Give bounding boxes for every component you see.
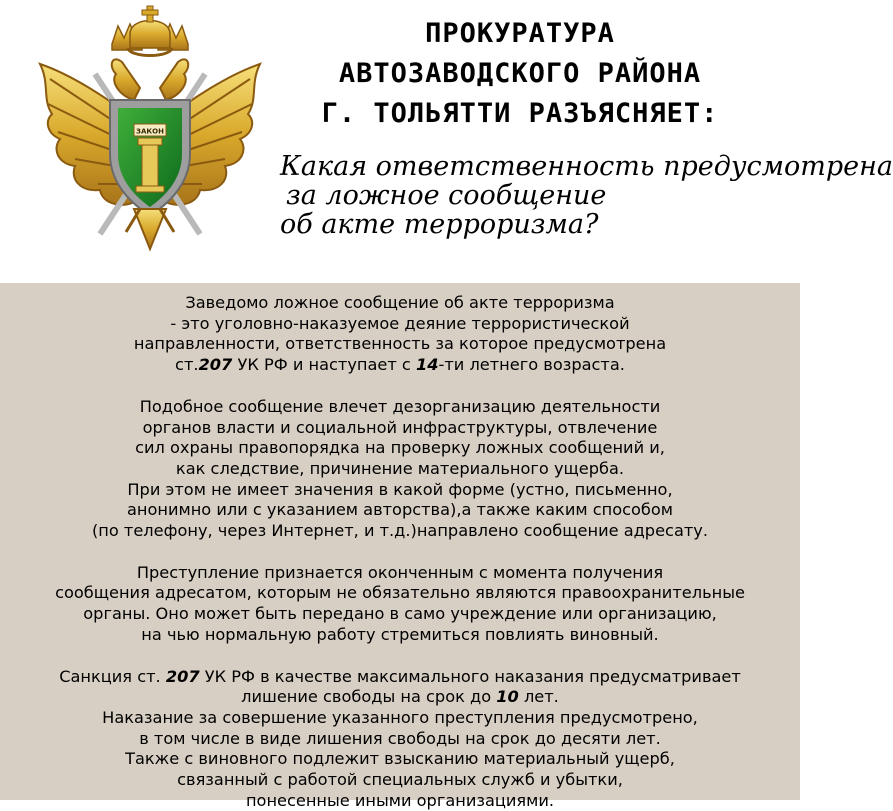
- title-line: АВТОЗАВОДСКОГО РАЙОНА: [338, 58, 702, 89]
- text-line: [10, 500, 790, 521]
- text-segment: -ти летнего возраста.: [438, 355, 625, 375]
- body-text: [10, 293, 790, 811]
- text-segment: (по телефону, через Интернет, и т.д.)направлено сообщение адресату.: [91, 521, 709, 541]
- text-segment: в том числе в виде лишения свободы на срок до десяти лет.: [139, 728, 661, 748]
- text-segment: анонимно или с указанием авторства),а также каким способом: [127, 500, 673, 520]
- text-line: [10, 667, 790, 688]
- subtitle: [280, 151, 893, 240]
- text-segment: органы. Оно может быть передано в само учреждение или организацию,: [83, 604, 717, 624]
- text-line: [10, 293, 790, 314]
- text-segment: Санкция ст.: [59, 666, 166, 686]
- subtitle-line: об акте терроризма?: [280, 209, 599, 240]
- text-segment: связанный с работой специальных служб и убытки,: [177, 770, 623, 790]
- text-line: [10, 438, 790, 459]
- paragraph-gap: [10, 542, 790, 563]
- text-line: [10, 729, 790, 750]
- text-segment: УК РФ в качестве максимального наказания предусматривает: [199, 666, 741, 686]
- emphasis-number: 10: [496, 687, 519, 707]
- text-segment: Наказание за совершение указанного преступления предусмотрено,: [102, 707, 698, 727]
- text-line: [10, 355, 790, 376]
- text-segment: лишение свободы на срок до: [241, 687, 497, 707]
- text-segment: УК РФ и наступает с: [232, 355, 416, 375]
- text-segment: органов власти и социальной инфраструктуры, отвлечение: [142, 417, 658, 437]
- emphasis-number: 207: [165, 666, 200, 686]
- text-line: [10, 708, 790, 729]
- text-segment: Заведомо ложное сообщение об акте терроризма: [185, 293, 615, 312]
- prosecutor-emblem-icon: [30, 4, 270, 274]
- text-segment: При этом не имеет значения в какой форме (устно, письменно,: [127, 479, 673, 499]
- text-segment: Преступление признается оконченным с момента получения: [136, 562, 664, 582]
- content-panel: [0, 283, 800, 810]
- paragraph-gap: [10, 376, 790, 397]
- text-line: [10, 625, 790, 646]
- shield-text: ЗАКОН: [136, 127, 164, 136]
- emphasis-number: 207: [198, 355, 233, 375]
- text-line: [10, 459, 790, 480]
- emphasis-number: 14: [415, 355, 439, 375]
- text-line: [10, 749, 790, 770]
- text-segment: ст.: [175, 355, 199, 375]
- page-title: [290, 14, 750, 134]
- text-line: [10, 397, 790, 418]
- text-line: [10, 604, 790, 625]
- text-segment: понесенные иными организациями.: [245, 790, 555, 810]
- subtitle-line: за ложное сообщение: [286, 180, 607, 211]
- paragraph: [10, 397, 790, 542]
- text-segment: как следствие, причинение материального ущерба.: [175, 458, 625, 478]
- text-line: [10, 334, 790, 355]
- text-segment: направленности, ответственность за которое предусмотрена: [133, 334, 667, 354]
- text-line: [10, 480, 790, 501]
- text-line: [10, 521, 790, 542]
- paragraph: [10, 667, 790, 811]
- title-line: Г. ТОЛЬЯТТИ РАЗЪЯСНЯЕТ:: [321, 98, 719, 129]
- text-segment: лет.: [518, 687, 559, 707]
- text-segment: Также с виновного подлежит взысканию материальный ущерб,: [125, 749, 675, 769]
- text-segment: сил охраны правопорядка на проверку ложных сообщений и,: [135, 438, 665, 458]
- text-segment: - это уголовно-наказуемое деяние террористической: [170, 313, 630, 333]
- paragraph-gap: [10, 646, 790, 667]
- text-segment: Подобное сообщение влечет дезорганизацию деятельности: [139, 396, 661, 416]
- text-line: [10, 583, 790, 604]
- text-line: [10, 314, 790, 335]
- title-line: ПРОКУРАТУРА: [425, 18, 615, 49]
- paragraph: [10, 293, 790, 376]
- subtitle-line: Какая ответственность предусмотрена: [280, 151, 893, 182]
- text-line: [10, 563, 790, 584]
- text-line: [10, 770, 790, 791]
- text-segment: сообщения адресатом, которым не обязательно являются правоохранительные: [55, 583, 745, 603]
- text-line: [10, 418, 790, 439]
- text-line: [10, 687, 790, 708]
- paragraph: [10, 563, 790, 646]
- text-line: [10, 791, 790, 811]
- header: [0, 0, 893, 283]
- text-segment: на чью нормальную работу стремиться повлиять виновный.: [141, 624, 659, 644]
